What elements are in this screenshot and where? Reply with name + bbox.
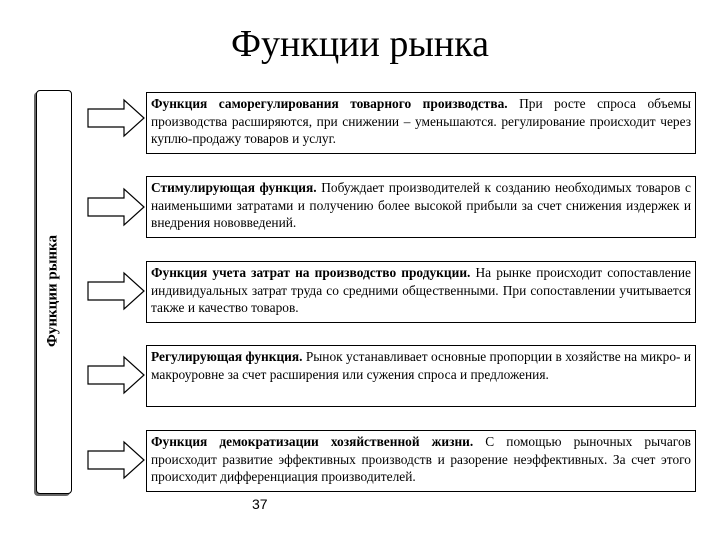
page-number: 37 [252,496,268,512]
arrow-icon [86,440,146,480]
function-box-self-regulation [146,92,696,154]
function-heading: Функция демократизации хозяйственной жизни. [151,434,474,449]
function-box-regulating [146,345,696,407]
arrow-icon [86,355,146,395]
function-box-cost-accounting [146,261,696,323]
function-text: Рынок устанавливает основные пропорции в хозяйстве на микро- и макроуровне за счет расширения или сужения спроса и предложения. [151,349,691,382]
function-heading: Стимулирующая функция. [151,180,317,195]
function-text: С помощью рыночных рычагов происходит развитие эффективных производств и разорение неэффективных. За счет этого происходит дифференциация производителей. [151,434,691,484]
function-box-democratization [146,430,696,492]
function-heading: Регулирующая функция. [151,349,303,364]
arrow-icon [86,187,146,227]
function-text: При росте спроса объемы производства расширяются, при снижении – уменьшаются. регулирование происходит через куплю-продажу товаров и услуг. [151,96,691,146]
function-heading: Функция учета затрат на производство продукции. [151,265,471,280]
function-text: Побуждает производителей к созданию необходимых товаров с наименьшими затратами и получению более высокой прибыли за счет снижения издержек и внедрения нововведений. [151,180,691,230]
function-box-stimulating [146,176,696,238]
page-title: Функции рынка [231,23,489,65]
function-text: На рынке происходит сопоставление индивидуальных затрат труда со средними общественными. При сопоставлении учитывается также и качество товаров. [151,265,691,315]
arrow-icon [86,98,146,138]
sidebar-label: Функции рынка [44,235,61,347]
arrow-icon [86,271,146,311]
function-heading: Функция саморегулирования товарного производства. [151,96,508,111]
